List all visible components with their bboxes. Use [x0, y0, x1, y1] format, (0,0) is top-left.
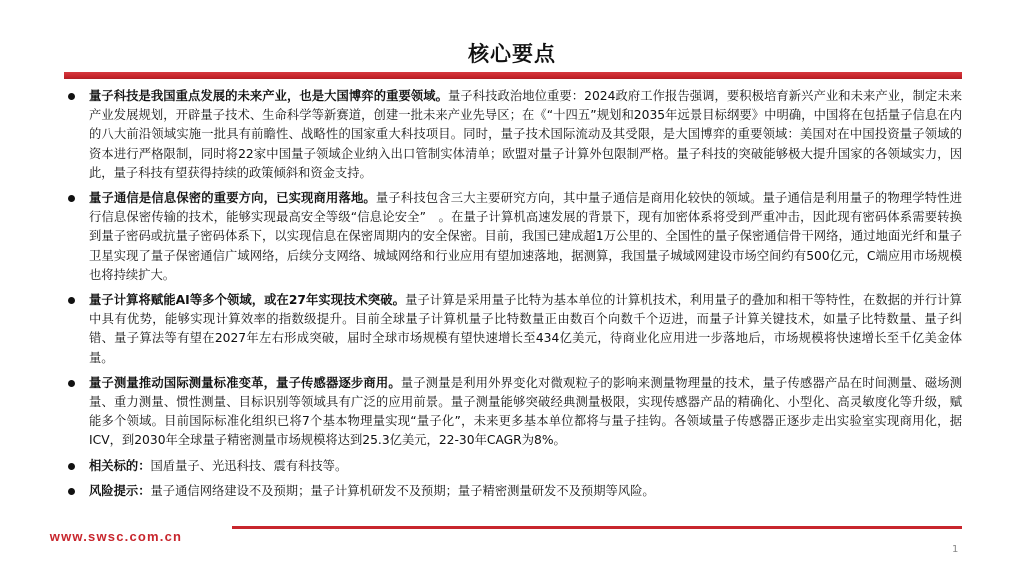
bullet-dot-icon: [68, 195, 75, 202]
page-number: 1: [952, 544, 959, 555]
bullet-item: [64, 482, 962, 501]
bullet-item: [64, 457, 962, 476]
bullet-text: 量子科技包含三大主要研究方向，其中量子通信是商用化较快的领域。量子通信是利用量子的物理学特性进行信息保密传输的技术，能够实现最高安全等级“信息论安全” 。在量子计算机高速发展的背景下，现有加密体系将受到严重冲击，因此现有密码体系需要转换到量子密码或抗量子密码体系下，以实现信息在保密周期内的安全保密。目前，我国已建成超1万公里的、全国性的量子保密通信骨干网络，通过地面光纤和量子卫星实现了量子保密通信广域网络，后续分支网络、城域网络和行业应用有望加速落地，据测算，我国量子城域网建设市场空间约有500亿元，C端应用市场规模也将持续扩大。: [89, 191, 962, 282]
bullet-text: 量子通信网络建设不及预期；量子计算机研发不及预期；量子精密测量研发不及预期等风险。: [150, 483, 655, 498]
key-points-list: [64, 87, 962, 507]
bullet-dot-icon: [68, 463, 75, 470]
bullet-lead: 量子通信是信息保密的重要方向，已实现商用落地。: [89, 191, 376, 206]
bullet-text: 量子测量是利用外界变化对微观粒子的影响来测量物理量的技术，量子传感器产品在时间测量、磁场测量、重力测量、惯性测量、目标识别等领域具有广泛的应用前景。量子测量能够突破经典测量极限，实现传感器产品的精确化、小型化、高灵敏度化等升级，赋能多个领域。目前国际标准化组织已将7个基本物理量实现“量子化”，未来更多基本单位都将与量子挂钩。各领域量子传感器正逐步走出实验室实现商用化，据ICV，到2030年全球量子精密测量市场规模将达到25.3亿美元，22-30年CAGR为8%。: [89, 375, 962, 448]
website-link[interactable]: www.swsc.com.cn: [0, 526, 232, 545]
bullet-text: 量子科技政治地位重要：2024政府工作报告强调，要积极培育新兴产业和未来产业，制定未来产业发展规划，开辟量子技术、生命科学等新赛道，创建一批未来产业先导区；在《“十四五”规划和2035年远景目标纲要》中明确，中国将在包括量子信息在内的八大前沿领域实施一批具有前瞻性、战略性的国家重大科技项目。同时，量子技术国际流动及其受限，是大国博弈的重要领域：美国对在中国投资量子领域的资本进行严格限制，同时将22家中国量子领域企业纳入出口管制实体清单；欧盟对量子计算外包限制严格。量子科技的突破能够极大提升国家的各领域实力，因此，量子科技有望获得持续的政策倾斜和资金支持。: [89, 89, 962, 180]
bullet-dot-icon: [68, 93, 75, 100]
bullet-item: [64, 87, 962, 183]
bullet-lead: 风险提示：: [89, 483, 151, 498]
bullet-lead: 量子科技是我国重点发展的未来产业，也是大国博弈的重要领域。: [89, 89, 448, 103]
bullet-lead: 量子计算将赋能AI等多个领域，或在27年实现技术突破。: [89, 293, 406, 308]
bullet-lead: 量子测量推动国际测量标准变革，量子传感器逐步商用。: [89, 375, 401, 390]
bullet-item: [64, 189, 962, 285]
bullet-dot-icon: [68, 380, 75, 387]
bullet-text: 量子计算是采用量子比特为基本单位的计算机技术，利用量子的叠加和相干等特性，在数据的并行计算中具有优势，能够实现计算效率的指数级提升。目前全球量子计算机量子比特数量正由数百个向数千个迈进，而量子计算关键技术，如量子比特数量、量子纠错、量子算法等有望在2027年左右形成突破，届时全球市场规模有望快速增长至434亿美元，待商业化应用进一步落地后，市场规模将快速增长至千亿美金体量。: [89, 293, 962, 365]
bullet-dot-icon: [68, 488, 75, 495]
bullet-item: [64, 291, 962, 368]
page-title: 核心要点: [468, 42, 556, 66]
bullet-item: [64, 374, 962, 451]
bullet-lead: 相关标的：: [89, 458, 151, 473]
bullet-text: 国盾量子、光迅科技、震有科技等。: [150, 458, 348, 473]
title-divider: [64, 72, 962, 79]
bullet-dot-icon: [68, 297, 75, 304]
